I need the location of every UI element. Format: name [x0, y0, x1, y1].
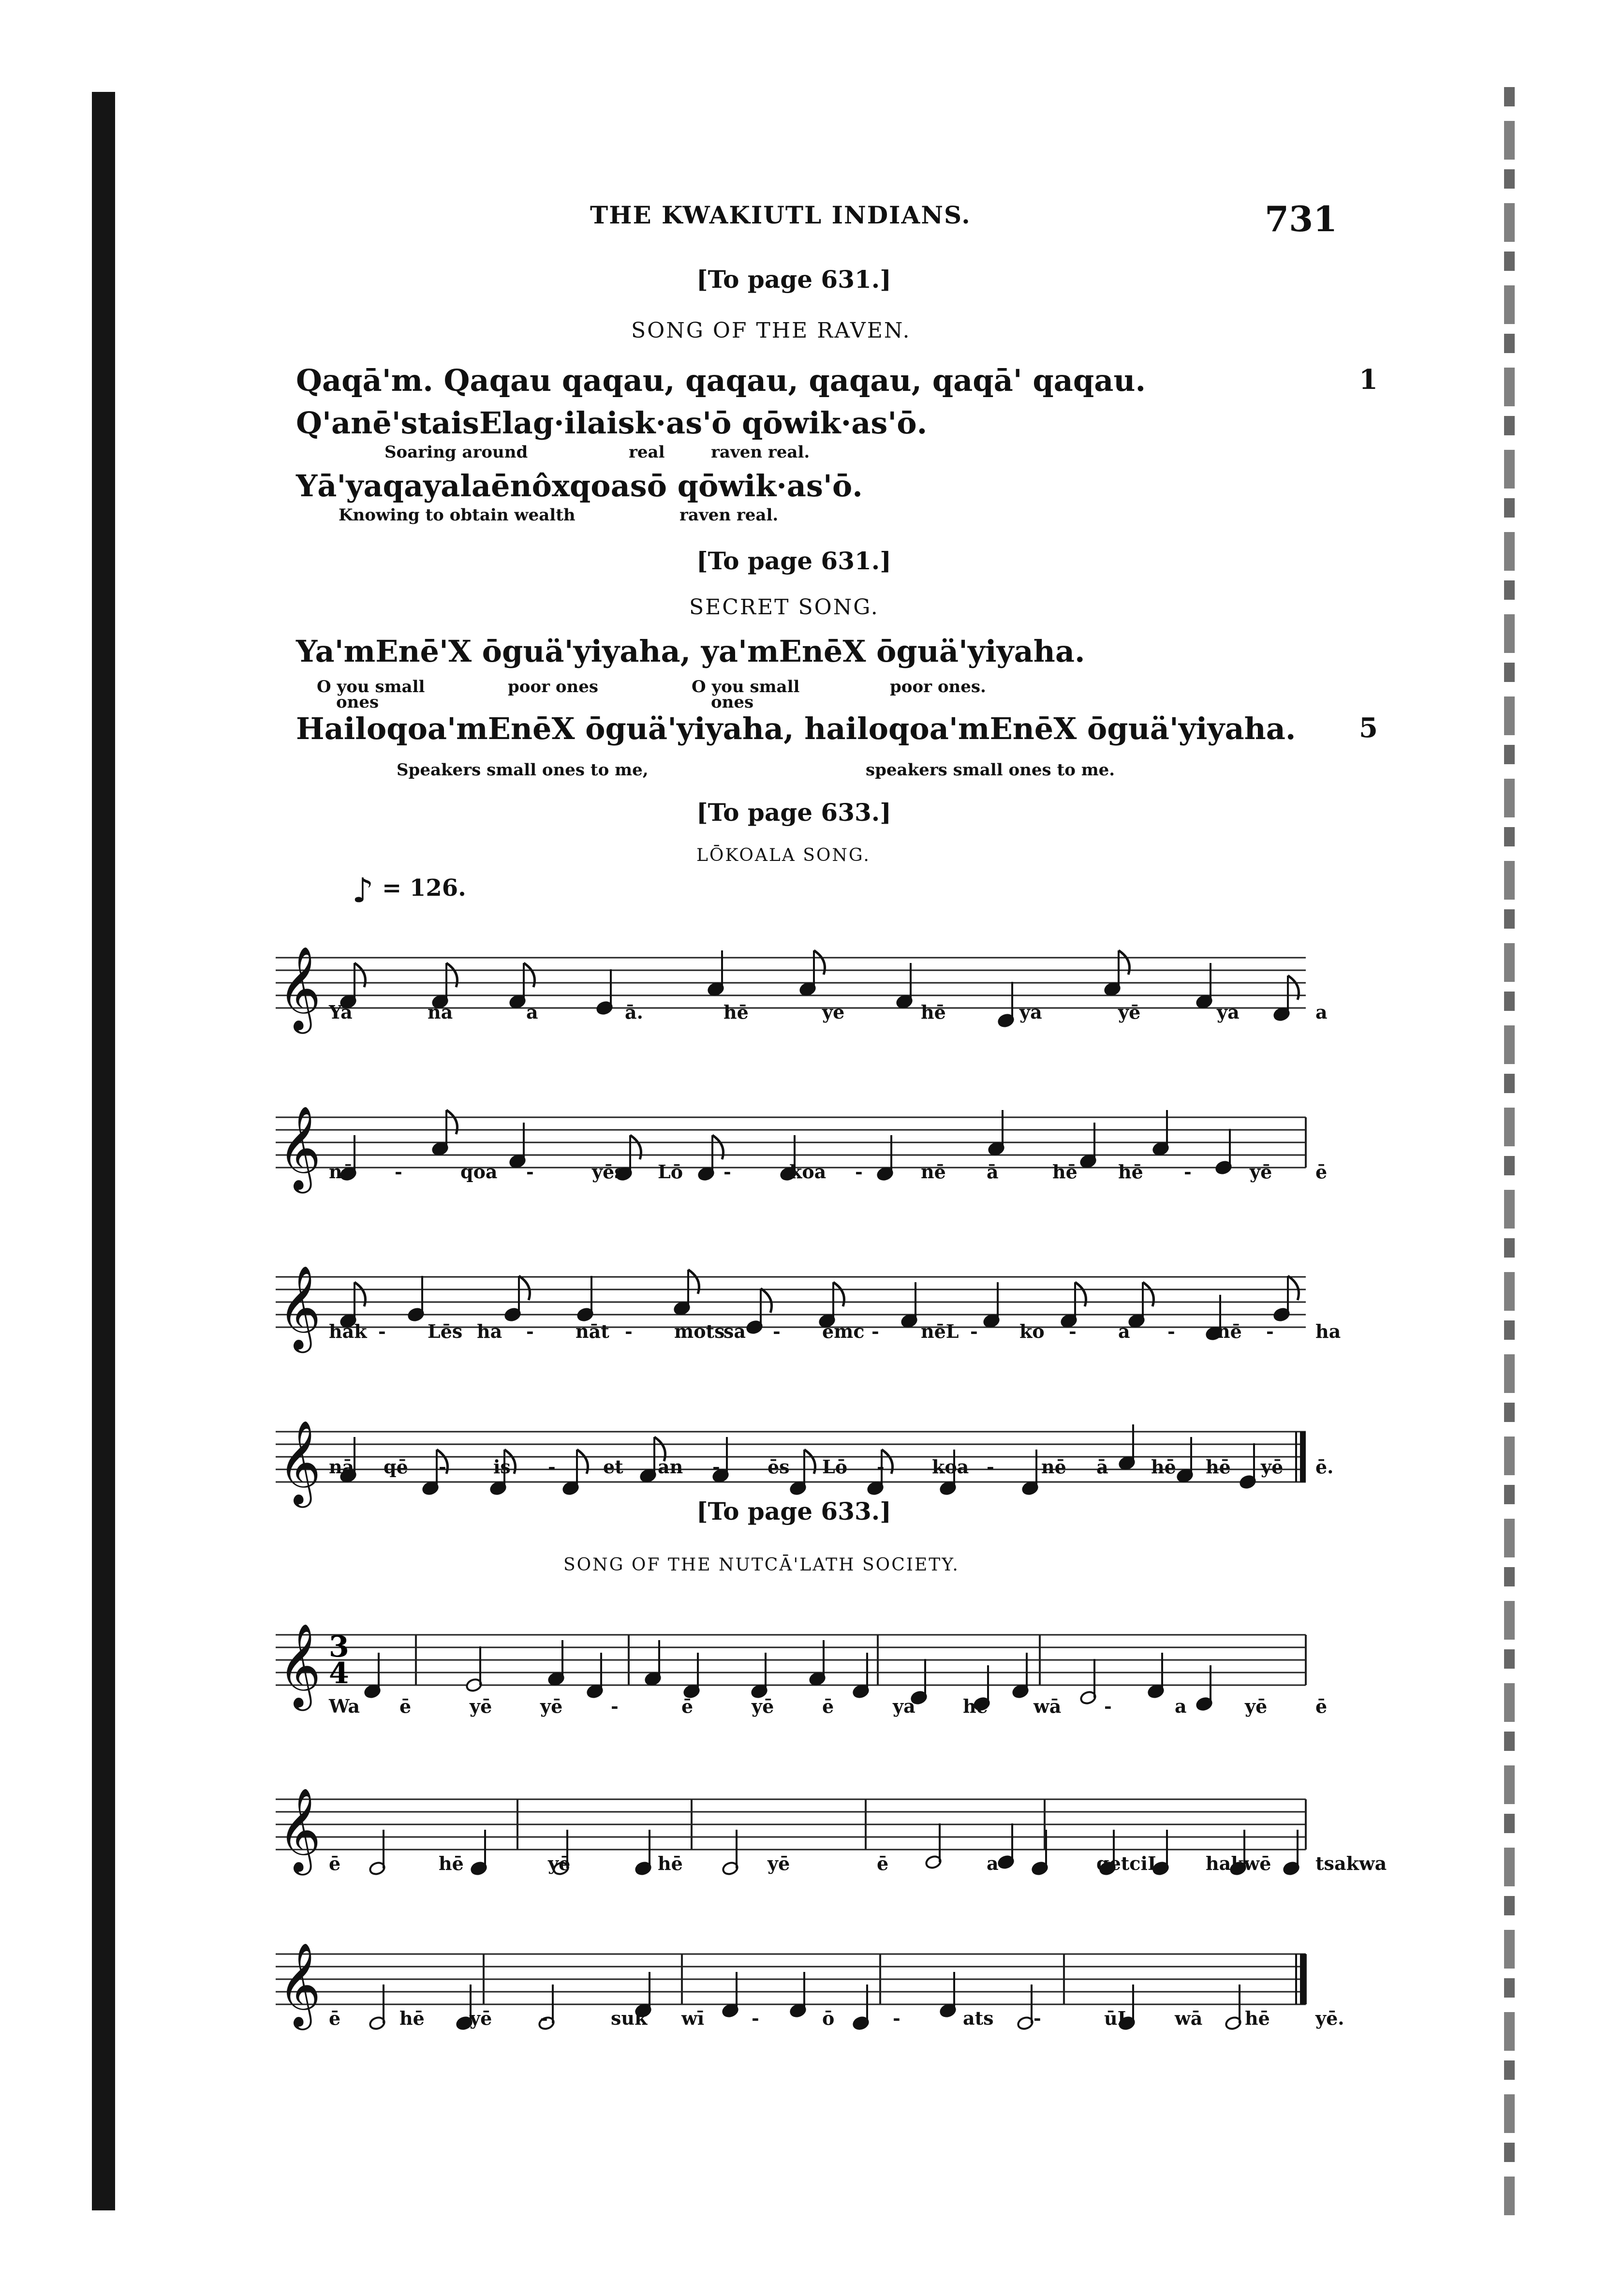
lyric-syllable: ā. — [625, 1001, 643, 1023]
lyric-syllable: ē — [329, 1852, 341, 1874]
lyric-syllable: ē — [822, 1695, 834, 1717]
lyric-syllable: suk — [611, 2007, 648, 2029]
lyric-syllable: hē — [399, 2007, 425, 2029]
lyric-syllable: hē — [1118, 1161, 1143, 1183]
treble-clef-icon: 𝄞 — [278, 946, 321, 1030]
syllable-hyphen: - — [439, 1456, 446, 1478]
lyric-syllable: Lēs — [428, 1320, 463, 1342]
syllable-hyphen: - — [712, 1456, 720, 1478]
gloss-word: Soaring around — [384, 443, 528, 462]
lyric-syllable: yē — [1261, 1456, 1284, 1478]
syllable-hyphen: - — [1033, 2007, 1041, 2029]
syllable-hyphen: - — [871, 1320, 879, 1342]
lyric-syllable: et — [603, 1456, 623, 1478]
line-number-5: 5 — [1359, 712, 1378, 744]
lyric-syllable: a — [987, 1852, 999, 1874]
line-number-1: 1 — [1359, 364, 1378, 396]
lyric-syllable: ya — [1019, 1001, 1042, 1023]
lyric-syllable: hē — [1151, 1456, 1176, 1478]
syllable-hyphen: - — [1069, 1320, 1077, 1342]
gloss-word: poor ones — [508, 677, 599, 696]
lyric-syllable: ē — [681, 1695, 694, 1717]
running-title: THE KWAKIUTL INDIANS. — [590, 201, 971, 229]
nutcalath-song-title: SONG OF THE NUTCĀ'LATH SOCIETY. — [563, 1555, 960, 1575]
lyric-syllable: ē — [1315, 1695, 1328, 1717]
raven-line-2: Q'anē'staisElag·ilaisk·as'ō qōwik·as'ō. — [296, 405, 928, 441]
lyric-syllable: hē — [723, 1001, 749, 1023]
lyric-syllable: wā — [1033, 1695, 1062, 1717]
lyric-syllable: yē. — [1315, 2007, 1344, 2029]
lyric-syllable: ē — [1315, 1161, 1328, 1183]
lyric-syllable: tsakwa — [1315, 1852, 1387, 1874]
raven-song-title: SONG OF THE RAVEN. — [631, 318, 911, 343]
tempo-marking: = 126. — [382, 874, 466, 902]
syllable-hyphen: - — [611, 1695, 619, 1717]
lyric-syllable: ē. — [1315, 1456, 1334, 1478]
syllable-hyphen: - — [877, 1456, 885, 1478]
lyric-syllable: Ya — [329, 1001, 353, 1023]
lokoala-page-reference: [To page 633.] — [696, 798, 891, 827]
lyric-syllable: ō — [822, 2007, 835, 2029]
lyric-syllable: yē — [540, 1695, 563, 1717]
gloss-word: real — [629, 443, 665, 462]
lyric-syllable: ē — [399, 1695, 412, 1717]
lyric-syllable: Lō — [822, 1456, 848, 1478]
syllable-hyphen: - — [1184, 1161, 1192, 1183]
lyric-syllable: hak — [329, 1320, 367, 1342]
note-flag — [761, 1289, 772, 1313]
nutcalath-page-reference: [To page 633.] — [696, 1497, 891, 1526]
lyric-syllable: hē — [1245, 2007, 1270, 2029]
final-bar-line — [1300, 1954, 1306, 2004]
lyric-syllable: a — [1315, 1001, 1328, 1023]
lyric-syllable: nē — [1041, 1456, 1066, 1478]
lyric-syllable: nē — [1217, 1320, 1242, 1342]
time-signature-top: 3 — [329, 1630, 349, 1664]
note-flag — [519, 1276, 530, 1300]
lokoala-staff-4 — [266, 1393, 1330, 1509]
lyric-syllable: ē — [329, 2007, 341, 2029]
lyric-syllable: ē — [877, 1852, 889, 1874]
lyric-syllable: ha — [1315, 1320, 1341, 1342]
gloss-word: speakers small ones to me. — [866, 760, 1115, 780]
syllable-hyphen: - — [540, 2007, 548, 2029]
lyric-syllable: qoa — [460, 1161, 498, 1183]
gloss-word: O you small — [317, 677, 425, 696]
lyric-syllable: yē — [470, 2007, 492, 2029]
syllable-hyphen: - — [548, 1456, 556, 1478]
lyric-syllable: a — [1175, 1695, 1187, 1717]
gloss-word: raven real. — [711, 443, 810, 462]
lyric-syllable: na — [428, 1001, 453, 1023]
nutcalath-staff-2 — [266, 1761, 1330, 1877]
eighth-note-tempo-icon: ♪ — [352, 871, 374, 910]
gloss-word: poor ones. — [890, 677, 986, 696]
lokoala-staff-1 — [266, 919, 1330, 1035]
gloss-word: ones — [336, 693, 379, 712]
lyric-syllable: yē — [752, 1695, 774, 1717]
lyric-syllable: ēs — [768, 1456, 790, 1478]
lyric-syllable: mots — [674, 1320, 725, 1342]
gloss-word: ones — [711, 693, 754, 712]
lyric-syllable: qē — [384, 1456, 408, 1478]
page-number: 731 — [1265, 198, 1338, 239]
lyric-syllable: ya — [893, 1695, 915, 1717]
lyric-syllable: nāt — [576, 1320, 609, 1342]
syllable-hyphen: - — [893, 2007, 901, 2029]
lokoala-song-title: LŌKOALA SONG. — [696, 845, 871, 865]
treble-clef-icon: 𝄞 — [278, 1106, 321, 1190]
syllable-hyphen: - — [855, 1161, 863, 1183]
lyric-syllable: ya — [1217, 1001, 1240, 1023]
syllable-hyphen: - — [752, 2007, 759, 2029]
nutcalath-staff-1 — [266, 1596, 1330, 1712]
lyric-syllable: yē — [1250, 1161, 1272, 1183]
note-flag — [1288, 1276, 1299, 1300]
syllable-hyphen: - — [773, 1320, 781, 1342]
syllable-hyphen: - — [987, 1456, 994, 1478]
lyric-syllable: qetciL — [1096, 1852, 1161, 1874]
lyric-syllable: hē — [658, 1852, 683, 1874]
lyric-syllable: hē — [439, 1852, 464, 1874]
raven-line-3: Yā'yaqayalaēnôxqoasō qōwik·as'ō. — [296, 468, 863, 504]
lyric-syllable: ā — [1096, 1456, 1108, 1478]
lyric-syllable: nē — [329, 1161, 354, 1183]
lyric-syllable: yē — [470, 1695, 492, 1717]
lyric-syllable: nēL — [921, 1320, 959, 1342]
lyric-syllable: ko — [1019, 1320, 1045, 1342]
final-bar-line — [1300, 1432, 1306, 1482]
lyric-syllable: nē — [921, 1161, 946, 1183]
raven-page-reference: [To page 631.] — [696, 265, 891, 294]
lyric-syllable: Wa — [329, 1695, 360, 1717]
syllable-hyphen: - — [395, 1161, 402, 1183]
lyric-syllable: yē — [1245, 1695, 1268, 1717]
lyric-syllable: sa — [723, 1320, 746, 1342]
lyric-syllable: nā — [329, 1456, 354, 1478]
lyric-syllable: hē — [963, 1695, 988, 1717]
lyric-syllable: is — [493, 1456, 511, 1478]
secret-page-reference: [To page 631.] — [696, 547, 891, 575]
syllable-hyphen: - — [1167, 1320, 1175, 1342]
syllable-hyphen: - — [625, 1320, 633, 1342]
gloss-word: O you small — [692, 677, 800, 696]
nutcalath-staff-3 — [266, 1915, 1330, 2031]
secret-line-1: Ya'mEnē'X ōguä'yiyaha, ya'mEnēX ōguä'yiyaha. — [296, 634, 1085, 669]
lyric-syllable: ats — [963, 2007, 994, 2029]
treble-clef-icon: 𝄞 — [278, 1623, 321, 1707]
lyric-syllable: wā — [1175, 2007, 1203, 2029]
lyric-syllable: wī — [681, 2007, 705, 2029]
lyric-syllable: a — [526, 1001, 538, 1023]
syllable-hyphen: - — [1104, 1695, 1112, 1717]
lyric-syllable: ha — [477, 1320, 502, 1342]
lyric-syllable: yēs — [592, 1161, 625, 1183]
lyric-syllable: yē — [768, 1852, 790, 1874]
time-signature-bottom: 4 — [329, 1657, 349, 1690]
treble-clef-icon: 𝄞 — [278, 1265, 321, 1349]
lyric-syllable: hē — [1052, 1161, 1078, 1183]
gloss-word: Knowing to obtain wealth — [339, 505, 576, 525]
lyric-syllable: hakwē — [1206, 1852, 1271, 1874]
gloss-word: Speakers small ones to me, — [397, 760, 649, 780]
lyric-syllable: yē — [1118, 1001, 1141, 1023]
lyric-syllable: an — [658, 1456, 683, 1478]
syllable-hyphen: - — [526, 1320, 534, 1342]
gloss-word: raven real. — [679, 505, 779, 525]
raven-line-1: Qaqā'm. Qaqau qaqau, qaqau, qaqau, qaqā' qaqau. — [296, 363, 1146, 398]
syllable-hyphen: - — [723, 1161, 731, 1183]
syllable-hyphen: - — [378, 1320, 386, 1342]
lyric-syllable: ye — [822, 1001, 845, 1023]
treble-clef-icon: 𝄞 — [278, 1788, 321, 1872]
lyric-syllable: hē — [1206, 1456, 1231, 1478]
syllable-hyphen: - — [1266, 1320, 1274, 1342]
lyric-syllable: koa — [789, 1161, 827, 1183]
lyric-syllable: ūL — [1104, 2007, 1131, 2029]
lyric-syllable: yē — [548, 1852, 571, 1874]
treble-clef-icon: 𝄞 — [278, 1420, 321, 1504]
lyric-syllable: a — [1118, 1320, 1130, 1342]
syllable-hyphen: - — [970, 1320, 978, 1342]
lyric-syllable: koa — [932, 1456, 969, 1478]
syllable-hyphen: - — [526, 1161, 534, 1183]
secret-line-2: Hailoqoa'mEnēX ōguä'yiyaha, hailoqoa'mEnēX ōguä'yiyaha. — [296, 711, 1296, 746]
lyric-syllable: ā — [987, 1161, 999, 1183]
page-binding-shadow — [92, 92, 115, 2210]
lyric-syllable: ēmc — [822, 1320, 865, 1342]
lyric-syllable: Lō — [658, 1161, 683, 1183]
lyric-syllable: hē — [921, 1001, 946, 1023]
page-edge-shadow — [1504, 87, 1515, 2215]
secret-song-title: SECRET SONG. — [689, 595, 879, 620]
treble-clef-icon: 𝄞 — [278, 1942, 321, 2027]
